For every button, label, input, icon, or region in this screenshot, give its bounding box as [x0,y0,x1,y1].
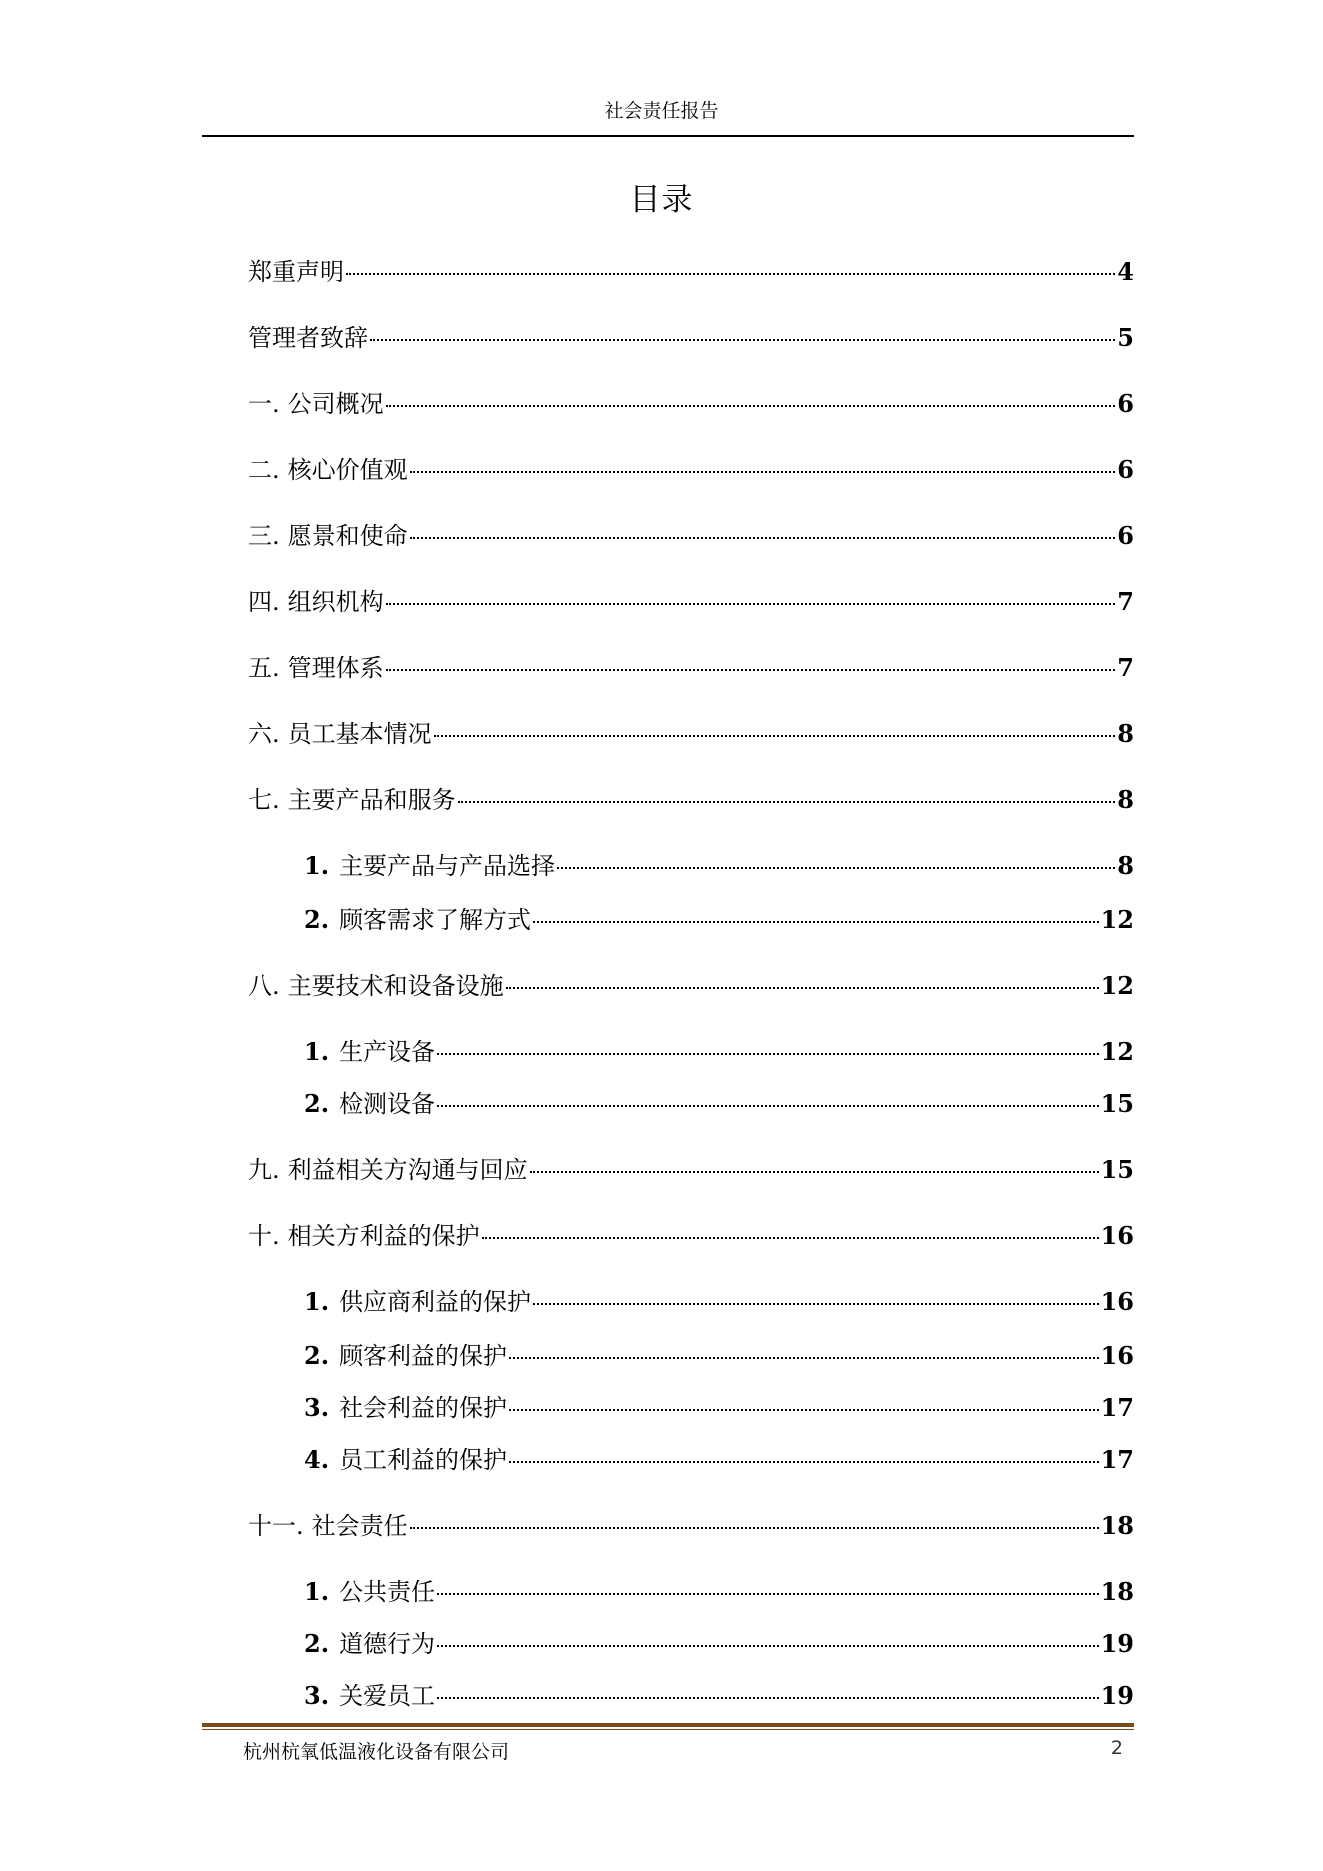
toc-entry[interactable] [248,1150,1134,1184]
toc-entry-number: 二. [248,456,280,484]
toc-entry-title: 管理体系 [287,654,384,682]
toc-entry-page: 6 [1117,455,1134,484]
toc-dot-leader [437,1053,1099,1055]
toc-dot-leader [386,603,1116,605]
toc-entry[interactable] [248,648,1134,682]
toc-dot-leader [410,537,1116,539]
toc-entry-page: 7 [1117,653,1134,682]
toc-entry-page: 16 [1100,1221,1134,1250]
toc-entry-page: 5 [1117,323,1134,352]
toc-entry-page: 8 [1117,719,1134,748]
toc-entry-title: 管理者致辞 [248,324,368,352]
toc-entry-page: 6 [1117,389,1134,418]
toc-entry-title: 社会责任 [311,1512,408,1540]
toc-entry-number: 十. [248,1222,280,1250]
toc-entry-number: 五. [248,654,280,682]
toc-entry[interactable] [248,714,1134,748]
toc-entry[interactable] [248,516,1134,550]
toc-entry[interactable] [304,1676,1134,1710]
toc-entry-number: 一. [248,390,280,418]
toc-title: 目录 [629,182,694,218]
toc-entry[interactable] [248,318,1134,352]
toc-dot-leader [410,1527,1099,1529]
toc-entry-number: 3. [304,1393,330,1422]
toc-dot-leader [386,669,1116,671]
toc-entry[interactable] [248,252,1134,286]
toc-entry-page: 17 [1100,1445,1134,1474]
toc-dot-leader [437,1593,1099,1595]
toc-entry-number: 2. [304,905,330,934]
toc-entry[interactable] [304,1440,1134,1474]
toc-entry-title: 利益相关方沟通与回应 [287,1156,528,1184]
toc-entry-title: 主要技术和设备设施 [287,972,504,1000]
toc-entry-number: 六. [248,720,280,748]
toc-entry-number: 1. [304,1577,330,1606]
toc-entry-number: 1. [304,851,330,880]
toc-entry-title: 相关方利益的保护 [287,1222,480,1250]
footer-company-name: 杭州杭氧低温液化设备有限公司 [243,1741,510,1763]
toc-entry-title: 道德行为 [339,1630,436,1658]
toc-entry-page: 19 [1100,1681,1134,1710]
toc-entry-number: 四. [248,588,280,616]
toc-entry-title: 顾客需求了解方式 [339,906,532,934]
toc-dot-leader [410,471,1116,473]
toc-entry-title: 社会利益的保护 [339,1394,508,1422]
toc-dot-leader [346,273,1115,275]
toc-dot-leader [386,405,1116,407]
toc-dot-leader [482,1237,1099,1239]
toc-dot-leader [437,1105,1099,1107]
toc-entry[interactable] [304,1388,1134,1422]
toc-entry-page: 15 [1100,1089,1134,1118]
toc-entry-number: 2. [304,1089,330,1118]
toc-entry-number: 1. [304,1037,330,1066]
toc-entry-number: 2. [304,1629,330,1658]
toc-dot-leader [370,339,1115,341]
toc-entry-number: 1. [304,1287,330,1316]
toc-entry-page: 18 [1100,1511,1134,1540]
toc-entry-title: 主要产品和服务 [287,786,456,814]
toc-dot-leader [557,867,1115,869]
toc-entry-title: 组织机构 [287,588,384,616]
toc-dot-leader [530,1171,1099,1173]
toc-entry[interactable] [248,780,1134,814]
toc-entry[interactable] [304,1032,1134,1066]
toc-entry[interactable] [304,1336,1134,1370]
toc-entry-page: 4 [1117,257,1134,286]
toc-entry[interactable] [248,1506,1134,1540]
toc-entry-page: 19 [1100,1629,1134,1658]
toc-entry-title: 关爱员工 [339,1682,436,1710]
toc-entry-number: 2. [304,1341,330,1370]
toc-dot-leader [506,987,1099,989]
toc-entry[interactable] [248,966,1134,1000]
toc-entry[interactable] [304,1624,1134,1658]
toc-dot-leader [437,1645,1099,1647]
toc-entry-page: 8 [1117,851,1134,880]
toc-entry-page: 17 [1100,1393,1134,1422]
toc-entry-number: 4. [304,1445,330,1474]
toc-entry-title: 顾客利益的保护 [339,1342,508,1370]
toc-entry-title: 主要产品与产品选择 [339,852,556,880]
toc-entry[interactable] [248,450,1134,484]
toc-entry-number: 十一. [248,1512,304,1540]
toc-entry-title: 生产设备 [339,1038,436,1066]
toc-dot-leader [533,921,1099,923]
toc-entry[interactable] [304,1282,1134,1316]
toc-entry-title: 郑重声明 [248,258,344,286]
toc-entry-page: 16 [1100,1341,1134,1370]
toc-entry-page: 16 [1100,1287,1134,1316]
toc-entry-page: 12 [1100,905,1134,934]
toc-entry-page: 15 [1100,1155,1134,1184]
toc-dot-leader [437,1697,1099,1699]
toc-entry[interactable] [248,582,1134,616]
toc-dot-leader [509,1409,1099,1411]
toc-entry-title: 公司概况 [287,390,384,418]
toc-entry-number: 八. [248,972,280,1000]
footer-page-number: 2 [1110,1737,1123,1759]
toc-entry[interactable] [304,1572,1134,1606]
toc-entry[interactable] [248,384,1134,418]
toc-entry-number: 七. [248,786,280,814]
toc-entry-title: 员工利益的保护 [339,1446,508,1474]
toc-entry-title: 核心价值观 [287,456,408,484]
toc-entry-title: 供应商利益的保护 [339,1288,532,1316]
toc-entry-page: 7 [1117,587,1134,616]
toc-entry-title: 检测设备 [339,1090,436,1118]
toc-dot-leader [434,735,1116,737]
toc-entry-page: 12 [1100,1037,1134,1066]
toc-entry-number: 九. [248,1156,280,1184]
toc-entry-page: 12 [1100,971,1134,1000]
footer-divider-thick [202,1723,1134,1727]
toc-dot-leader [533,1303,1099,1305]
toc-entry[interactable] [304,846,1134,880]
toc-entry-page: 6 [1117,521,1134,550]
toc-entry-page: 18 [1100,1577,1134,1606]
toc-entry-title: 员工基本情况 [287,720,432,748]
footer-divider-thin [202,1729,1134,1730]
toc-entry[interactable] [304,900,1134,934]
toc-dot-leader [509,1357,1099,1359]
toc-entry-title: 公共责任 [339,1578,436,1606]
toc-entry-number: 三. [248,522,280,550]
toc-entry-title: 愿景和使命 [287,522,408,550]
running-header-title: 社会责任报告 [604,100,719,122]
toc-entry-page: 8 [1117,785,1134,814]
toc-entry[interactable] [248,1216,1134,1250]
toc-dot-leader [509,1461,1099,1463]
toc-entry[interactable] [304,1084,1134,1118]
toc-entry-number: 3. [304,1681,330,1710]
header-divider [202,135,1134,137]
toc-dot-leader [458,801,1116,803]
